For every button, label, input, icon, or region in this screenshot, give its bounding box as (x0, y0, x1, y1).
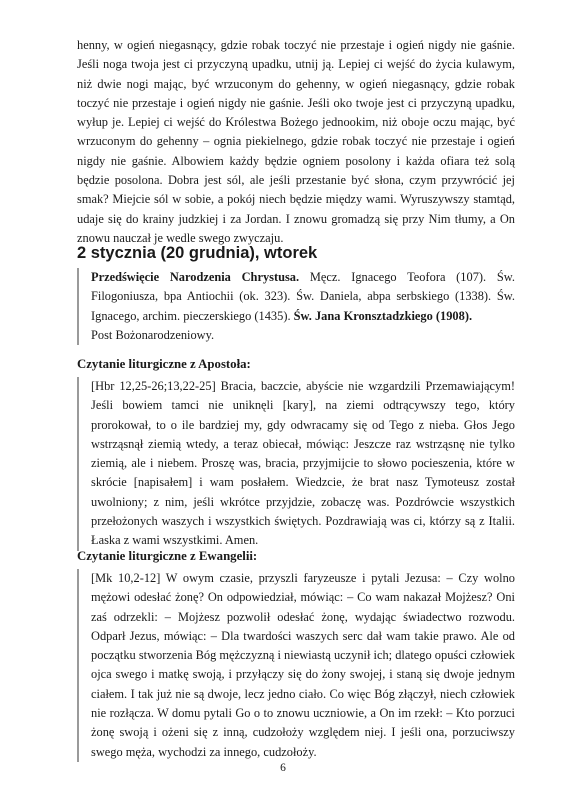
gospel-reading-block (77, 569, 515, 762)
apostle-reading-block (77, 377, 515, 551)
intro-paragraph: henny, w ogień niegasnący, gdzie robak toczyć nie przestaje i ogień nigdy nie gaśnie. Jeśli noga twoja jest ci przyczyną upadku, utnij ją. Lepiej ci wejść do życia kulawym, niż dwie nogi mając, być wrzuconym do gehenny, w ogień niegasnący, gdzie robak toczyć nie przestaje i ogień nigdy nie gaśnie. Jeśli oko twoje jest ci przyczyną upadku, wyłup je. Lepiej ci wejść do Królestwa Bożego jednookim, niż oboje oczu mając, być wrzuconym do gehenny – ognia piekielnego, gdzie robak toczyć nie przestaje i ogień nigdy nie gaśnie. Albowiem każdy będzie ogniem posolony i każda ofiara też solą będzie posolona. Dobra jest sól, ale jeśli przestanie być słona, czym przywrócić jej smak? Miejcie sól w sobie, a pokój niech będzie między wami. Wyruszywszy stamtąd, udaje się do krainy judzkiej i za Jordan. I znowu gromadzą się przy Nim tłumy, a On znowu nauczał je wedle swego zwyczaju. (77, 38, 515, 245)
page-number: 6 (280, 762, 286, 774)
apostle-reading-title: Czytanie liturgiczne z Apostoła: (77, 357, 251, 371)
feast-name: Przedświęcie Narodzenia Chrystusa. (91, 270, 300, 284)
highlighted-saint: Św. Jana Kronsztadzkiego (1908). (293, 308, 473, 323)
gospel-reading-title: Czytanie liturgiczne z Ewangelii: (77, 549, 258, 563)
saints-list: Męcz. Ignacego Teofora (107). Św. Filogoniusza, bpa Antiochii (ok. 323). Św. Daniela, abpa serbskiego (1338). Św. Ignacego, archim. pieczerskiego (1435). (91, 270, 515, 323)
gospel-reading-text: [Mk 10,2-12] W owym czasie, przyszli faryzeusze i pytali Jezusa: – Czy wolno mężowi odesłać żonę? On odpowiedział, mówiąc: – Co wam nakazał Mojżesz? Oni zaś odrzekli: – Mojżesz pozwolił odesłać żonę, wydając świadectwo rozwodu. Odparł Jezus, mówiąc: – Dla twardości waszych serc dał wam takie prawo. Ale od początku stworzenia Bóg mężczyzną i niewiastą uczynił ich; dlatego opuści człowiek ojca swego i matkę swoją, i przyłączy się do żony swojej, i staną się dwoje jednym ciałem. I tak już nie są dwoje, lecz jedno ciało. Co więc Bóg złączył, niech człowiek nie rozłącza. W domu pytali Go o to znowu uczniowie, a On im rzekł: – Kto porzuci żonę swoją i ożeni się z inną, cudzołoży względem niej. I jeśli ona, porzuciwszy swego męża, wychodzi za innego, cudzołoży. (91, 571, 515, 759)
day-heading: 2 stycznia (20 grudnia), wtorek (77, 244, 318, 262)
feast-info-block (77, 268, 515, 345)
feast-description (91, 268, 515, 326)
fast-note: Post Bożonarodzeniowy. (91, 327, 215, 342)
apostle-reading-text: [Hbr 12,25-26;13,22-25] Bracia, baczcie, abyście nie wzgardzili Przemawiającym! Jeśli bowiem tamci nie uniknęli [kary], na ziemi odtrącywszy tego, który prorokował, to o ile bardziej my, gdy odwracamy się od Tego z nieba. Głos Jego wstrząsnął ziemią wtedy, a teraz obiecał, mówiąc: Jeszcze raz wstrząsnę nie tylko ziemią, ale i niebem. Proszę was, bracia, przyjmijcie to słowo pocieszenia, które w skrócie [napisałem] i wam posłałem. Wiedzcie, że brat nasz Tymoteusz został uwolniony; z nim, jeśli wkrótce przyjdzie, zobaczę was. Pozdrówcie wszystkich przełożonych waszych i wszystkich świętych. Pozdrawiają was ci, którzy są z Italii. Łaska z wami wszystkimi. Amen. (91, 379, 515, 548)
